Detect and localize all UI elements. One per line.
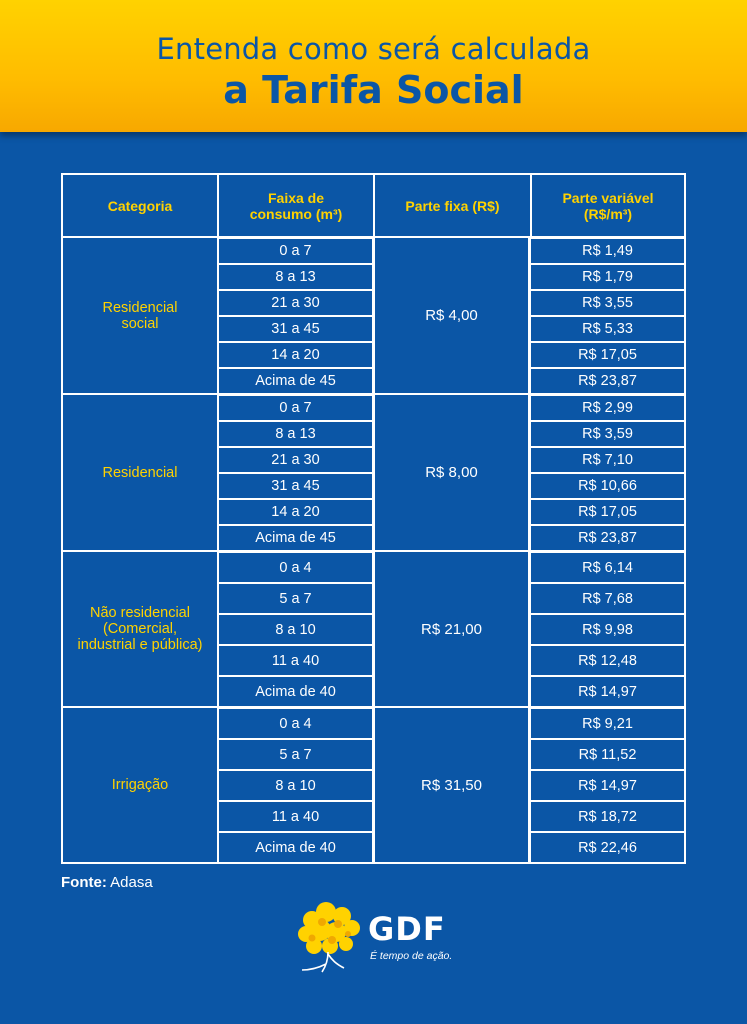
source-note: [61, 874, 153, 891]
faixa-cell: 5 a 7: [217, 583, 373, 614]
table-header-row: [61, 173, 686, 238]
table-row: [61, 552, 686, 583]
parte-variavel-cell: R$ 3,59: [530, 421, 686, 447]
faixa-cell: 14 a 20: [217, 342, 373, 368]
parte-variavel-cell: R$ 11,52: [530, 739, 686, 770]
categoria-cell: Não residencial (Comercial, industrial e pública): [61, 552, 217, 708]
faixa-cell: 8 a 13: [217, 421, 373, 447]
parte-variavel-cell: R$ 12,48: [530, 645, 686, 676]
faixa-cell: 21 a 30: [217, 447, 373, 473]
parte-fixa-cell: R$ 4,00: [373, 238, 530, 395]
parte-variavel-cell: R$ 10,66: [530, 473, 686, 499]
parte-fixa-cell: R$ 21,00: [373, 552, 530, 708]
faixa-cell: 11 a 40: [217, 801, 373, 832]
parte-fixa-cell: R$ 31,50: [373, 708, 530, 864]
faixa-cell: 8 a 13: [217, 264, 373, 290]
faixa-cell: 0 a 4: [217, 708, 373, 739]
header-categoria: Categoria: [61, 173, 217, 238]
faixa-cell: Acima de 40: [217, 676, 373, 708]
parte-variavel-cell: R$ 1,79: [530, 264, 686, 290]
parte-variavel-cell: R$ 14,97: [530, 770, 686, 801]
faixa-cell: 0 a 7: [217, 395, 373, 421]
parte-variavel-cell: R$ 2,99: [530, 395, 686, 421]
faixa-cell: 21 a 30: [217, 290, 373, 316]
parte-variavel-cell: R$ 22,46: [530, 832, 686, 864]
categoria-cell: Residencial social: [61, 238, 217, 395]
faixa-cell: 31 a 45: [217, 473, 373, 499]
faixa-cell: Acima de 45: [217, 525, 373, 552]
parte-variavel-cell: R$ 7,10: [530, 447, 686, 473]
parte-variavel-cell: R$ 9,21: [530, 708, 686, 739]
source-label: Fonte:: [61, 874, 107, 891]
source-value: Adasa: [110, 874, 153, 891]
parte-variavel-cell: R$ 7,68: [530, 583, 686, 614]
parte-variavel-cell: R$ 5,33: [530, 316, 686, 342]
parte-variavel-cell: R$ 6,14: [530, 552, 686, 583]
parte-variavel-cell: R$ 17,05: [530, 342, 686, 368]
faixa-cell: Acima de 45: [217, 368, 373, 395]
parte-variavel-cell: R$ 23,87: [530, 368, 686, 395]
parte-fixa-cell: R$ 8,00: [373, 395, 530, 552]
parte-variavel-cell: R$ 23,87: [530, 525, 686, 552]
logo-tagline: É tempo de ação.: [370, 950, 453, 962]
faixa-cell: 31 a 45: [217, 316, 373, 342]
tariff-table: [61, 173, 686, 864]
faixa-cell: 0 a 7: [217, 238, 373, 264]
header-faixa: Faixa de consumo (m³): [217, 173, 373, 238]
header-parte-fixa: Parte fixa (R$): [373, 173, 530, 238]
faixa-cell: Acima de 40: [217, 832, 373, 864]
header-banner: [0, 0, 747, 132]
parte-variavel-cell: R$ 14,97: [530, 676, 686, 708]
faixa-cell: 8 a 10: [217, 614, 373, 645]
table-row: [61, 238, 686, 264]
parte-variavel-cell: R$ 1,49: [530, 238, 686, 264]
tree-icon: [292, 894, 370, 982]
header-parte-variavel: Parte variável (R$/m³): [530, 173, 686, 238]
faixa-cell: 5 a 7: [217, 739, 373, 770]
faixa-cell: 14 a 20: [217, 499, 373, 525]
categoria-cell: Irrigação: [61, 708, 217, 864]
parte-variavel-cell: R$ 9,98: [530, 614, 686, 645]
categoria-cell: Residencial: [61, 395, 217, 552]
title-line-1: Entenda como será calculada: [156, 32, 591, 66]
table-row: [61, 395, 686, 421]
parte-variavel-cell: R$ 17,05: [530, 499, 686, 525]
table-row: [61, 708, 686, 739]
faixa-cell: 0 a 4: [217, 552, 373, 583]
logo-name: GDF: [368, 910, 446, 948]
parte-variavel-cell: R$ 18,72: [530, 801, 686, 832]
parte-variavel-cell: R$ 3,55: [530, 290, 686, 316]
title-line-2: a Tarifa Social: [223, 68, 524, 112]
faixa-cell: 8 a 10: [217, 770, 373, 801]
gdf-logo: [288, 892, 458, 982]
faixa-cell: 11 a 40: [217, 645, 373, 676]
